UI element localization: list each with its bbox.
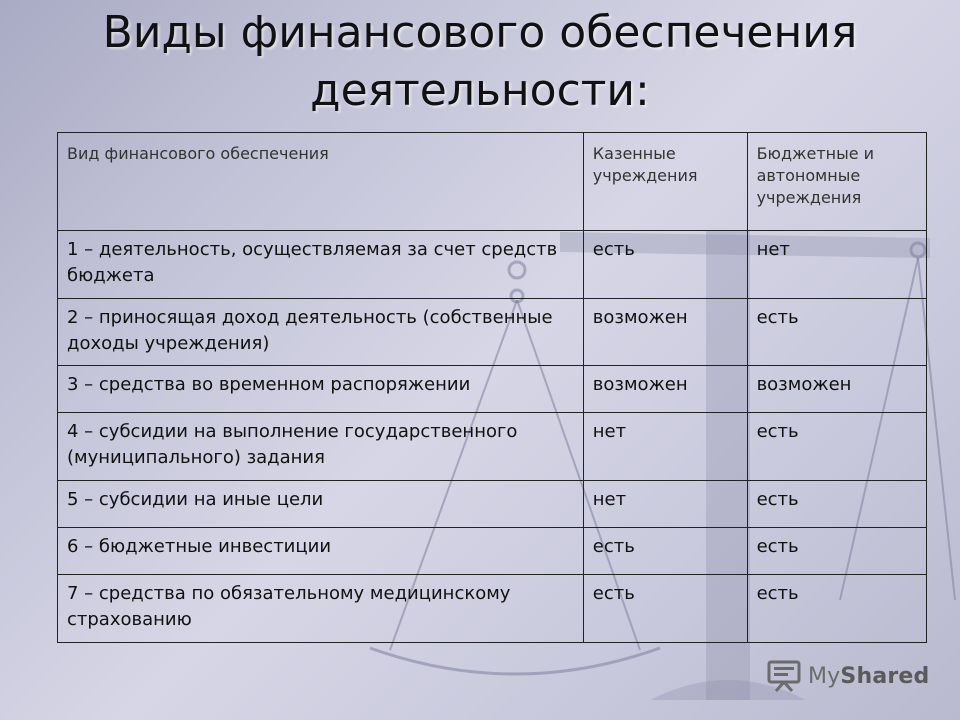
table-cell-budget: есть	[747, 481, 926, 528]
table-cell-budget: есть	[747, 299, 926, 366]
table-cell-budget: есть	[747, 575, 926, 643]
table-cell-type: 6 – бюджетные инвестиции	[58, 528, 584, 575]
table-cell-type: 5 – субсидии на иные цели	[58, 481, 584, 528]
table-cell-treasury: нет	[583, 481, 747, 528]
page-title-line-2: деятельности:	[310, 65, 650, 116]
watermark-brand-suffix: Shared	[840, 663, 930, 689]
myshared-watermark	[766, 656, 929, 696]
watermark-text	[808, 664, 929, 689]
table-cell-type: 3 – средства во временном распоряжении	[58, 366, 584, 413]
presentation-board-icon	[766, 659, 802, 693]
table-row	[58, 231, 927, 299]
financing-types-table	[57, 132, 927, 643]
table-cell-type: 7 – средства по обязательному медицинскому страхованию	[58, 575, 584, 643]
table-row	[58, 575, 927, 643]
table-cell-type: 2 – приносящая доход деятельность (собственные доходы учреждения)	[58, 299, 584, 366]
table-cell-treasury: есть	[583, 231, 747, 299]
table-cell-budget: есть	[747, 413, 926, 481]
table-cell-treasury: возможен	[583, 366, 747, 413]
table-cell-treasury: возможен	[583, 299, 747, 366]
table-cell-treasury: есть	[583, 575, 747, 643]
watermark-brand-prefix: My	[808, 663, 841, 689]
table-header-row	[58, 133, 927, 231]
table-cell-type: 1 – деятельность, осуществляемая за счет средств бюджета	[58, 231, 584, 299]
table-row	[58, 366, 927, 413]
table-cell-type: 4 – субсидии на выполнение государственного (муниципального) задания	[58, 413, 584, 481]
header-cell-financing-type: Вид финансового обеспечения	[58, 133, 584, 231]
table-row	[58, 528, 927, 575]
page-title	[0, 4, 960, 120]
table-row	[58, 481, 927, 528]
header-cell-treasury-institutions: Казенные учреждения	[583, 133, 747, 231]
table-row	[58, 299, 927, 366]
header-cell-budget-autonomous-institutions: Бюджетные и автономные учреждения	[747, 133, 926, 231]
table-cell-treasury: нет	[583, 413, 747, 481]
page-title-line-1: Виды финансового обеспечения	[102, 7, 858, 58]
table-cell-treasury: есть	[583, 528, 747, 575]
table-cell-budget: возможен	[747, 366, 926, 413]
table-row	[58, 413, 927, 481]
table-cell-budget: есть	[747, 528, 926, 575]
table-cell-budget: нет	[747, 231, 926, 299]
